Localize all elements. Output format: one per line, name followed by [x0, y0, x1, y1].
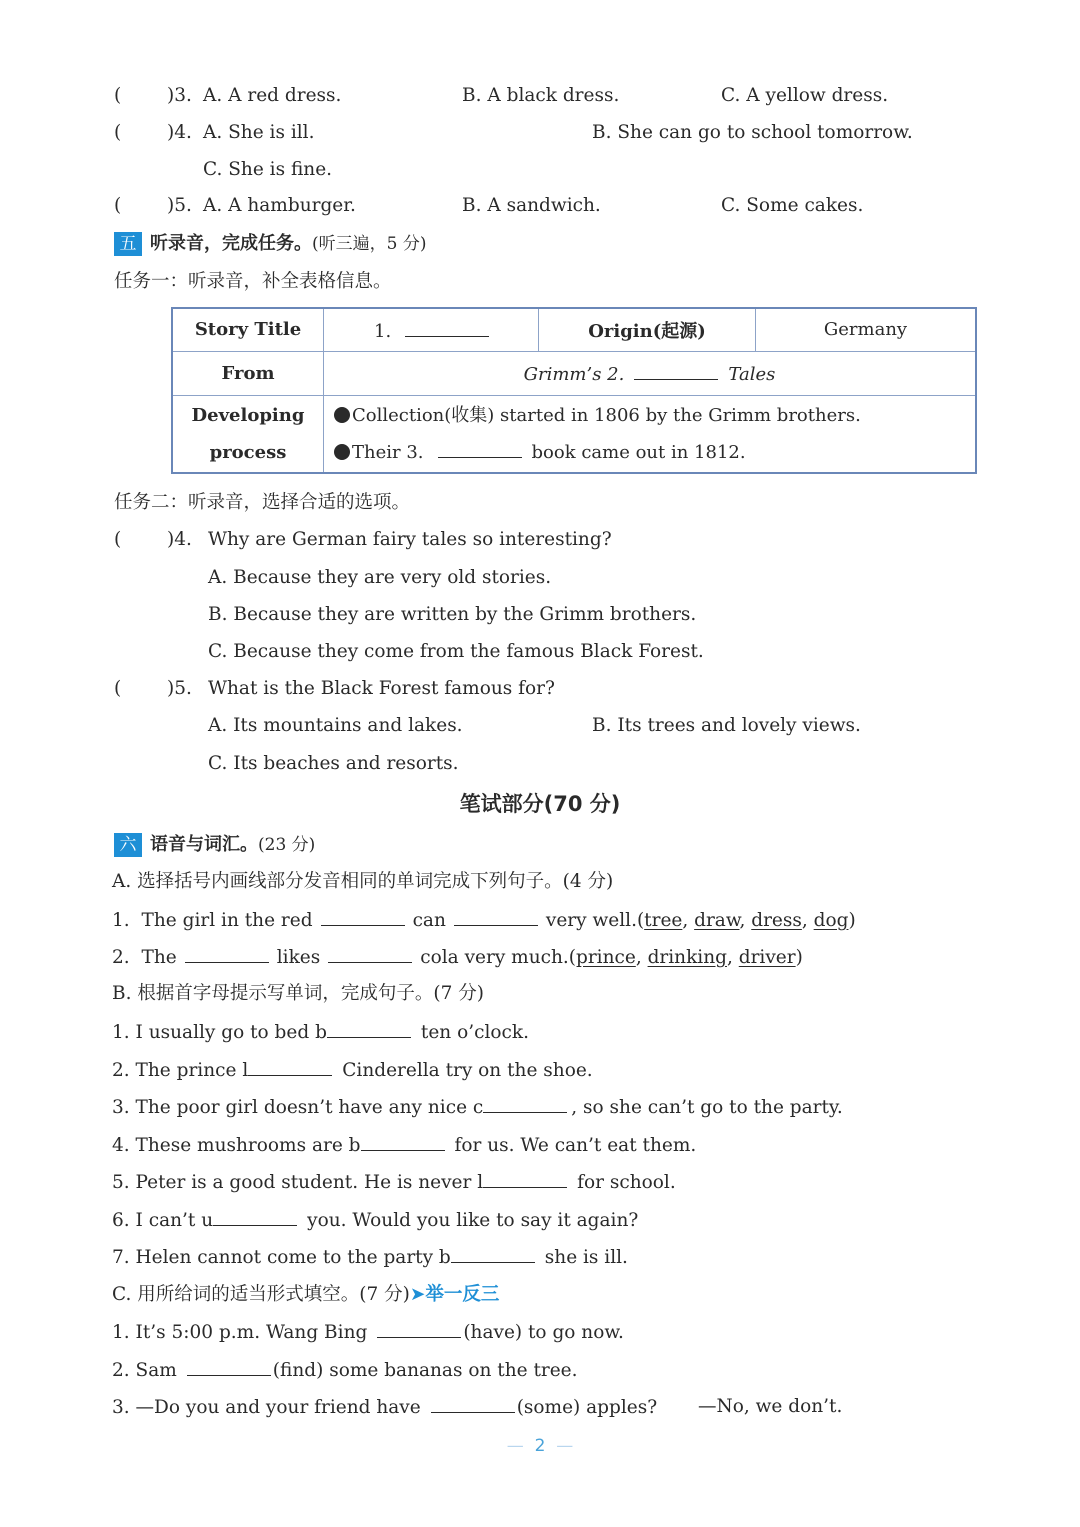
- blank-number: 1.: [374, 320, 392, 342]
- option-a: A. A hamburger.: [203, 195, 356, 216]
- blank[interactable]: [483, 1169, 567, 1188]
- blank-2[interactable]: [634, 361, 718, 380]
- text: very well.(: [545, 910, 645, 931]
- part-b-sentence-5: [112, 1169, 676, 1195]
- section-note: (23 分): [258, 835, 316, 855]
- task2-q4-option-c: C. Because they come from the famous Black Forest.: [208, 641, 704, 662]
- close-paren: ): [848, 910, 856, 931]
- developing-process-label: [172, 395, 324, 473]
- origin-label: Origin(起源): [539, 308, 756, 351]
- item-number: 2.: [112, 947, 130, 968]
- part-a-sentence-1: [112, 907, 856, 933]
- dev-line-2: [334, 434, 965, 471]
- question-number: )4.: [167, 529, 192, 550]
- part-c-sentence-2: [112, 1357, 578, 1383]
- option-b: B. A sandwich.: [462, 195, 601, 216]
- blank[interactable]: [454, 907, 538, 926]
- question-number: )4.: [167, 122, 192, 143]
- blank[interactable]: [187, 1357, 271, 1376]
- text: cola very much.(: [420, 947, 576, 968]
- word-choice: dress: [751, 910, 802, 931]
- dev-line-2-prefix: Their 3.: [352, 441, 424, 463]
- text: (some) apples?: [516, 1397, 658, 1418]
- blank[interactable]: [451, 1244, 535, 1263]
- part-a-sentence-2: [112, 944, 803, 970]
- close-paren: ): [795, 947, 803, 968]
- option-c: C. Some cakes.: [721, 195, 864, 216]
- task2-q4-option-a: A. Because they are very old stories.: [208, 567, 552, 588]
- part-b-sentence-7: [112, 1244, 628, 1270]
- origin-value: Germany: [756, 308, 977, 351]
- blank[interactable]: [361, 1132, 445, 1151]
- text: The: [141, 947, 177, 968]
- section-title: 听录音，完成任务。: [150, 233, 312, 254]
- option-a: A. She is ill.: [203, 122, 315, 143]
- text: , so she can’t go to the party.: [571, 1097, 843, 1118]
- separator: ,: [739, 910, 752, 931]
- option-b: B. Its trees and lovely views.: [592, 715, 861, 736]
- text: 7. Helen cannot come to the party b: [112, 1247, 451, 1268]
- text: likes: [276, 947, 321, 968]
- blank[interactable]: [185, 944, 269, 963]
- from-prefix: Grimm’s 2.: [523, 364, 625, 385]
- story-title-cell: [324, 308, 539, 351]
- option-c: C. A yellow dress.: [721, 85, 889, 106]
- blank-1[interactable]: [405, 318, 489, 337]
- separator: ,: [682, 910, 695, 931]
- story-title-label: Story Title: [172, 308, 324, 351]
- blank[interactable]: [483, 1094, 567, 1113]
- section-title: 语音与词汇。: [150, 834, 258, 855]
- bullet-icon: [334, 444, 350, 460]
- task2-q5-option-c: C. Its beaches and resorts.: [208, 753, 459, 774]
- text: you. Would you like to say it again?: [307, 1210, 639, 1231]
- part-b-sentence-2: [112, 1057, 593, 1083]
- blank[interactable]: [328, 944, 412, 963]
- blank[interactable]: [248, 1057, 332, 1076]
- story-info-table: [171, 307, 977, 474]
- option-c: C. She is fine.: [203, 159, 333, 180]
- option-a: A. A red dress.: [203, 85, 342, 106]
- bullet-icon: [334, 407, 350, 423]
- section-6-heading: [114, 832, 315, 858]
- dev-line-1-text: Collection(收集) started in 1806 by the Grimm brothers.: [352, 404, 861, 426]
- section-badge: 五: [114, 232, 142, 256]
- text: The girl in the red: [141, 910, 313, 931]
- separator: ,: [635, 947, 648, 968]
- option-b: B. A black dress.: [462, 85, 620, 106]
- from-cell: [324, 351, 977, 395]
- text: 2. The prince l: [112, 1060, 249, 1081]
- text: she is ill.: [544, 1247, 628, 1268]
- dev-line-2-suffix: book came out in 1812.: [531, 441, 746, 463]
- dev-line-1: [334, 397, 965, 434]
- section-badge: 六: [114, 833, 142, 857]
- page-number-text: 2: [534, 1436, 546, 1456]
- answer-bracket[interactable]: (: [114, 529, 122, 550]
- blank-3[interactable]: [438, 439, 522, 458]
- blank[interactable]: [213, 1207, 297, 1226]
- part-b-sentence-1: [112, 1019, 529, 1045]
- separator: ,: [801, 910, 814, 931]
- task-2-instruction: 任务二：听录音，选择合适的选项。: [114, 492, 411, 513]
- text: 1. I usually go to bed b: [112, 1022, 327, 1043]
- question-number: )3.: [167, 85, 192, 106]
- word-choice: draw: [694, 910, 740, 931]
- dialogue-answer: —No, we don’t.: [698, 1396, 843, 1417]
- separator: ,: [726, 947, 739, 968]
- task2-q4-option-b: B. Because they are written by the Grimm brothers.: [208, 604, 697, 625]
- answer-bracket[interactable]: (: [114, 678, 122, 699]
- question-number: )5.: [167, 195, 192, 216]
- answer-bracket[interactable]: (: [114, 195, 122, 216]
- text: (find) some bananas on the tree.: [272, 1360, 578, 1381]
- task-1-instruction: 任务一：听录音，补全表格信息。: [114, 271, 392, 292]
- answer-bracket[interactable]: (: [114, 122, 122, 143]
- dev-label-line-2: process: [209, 441, 287, 463]
- dev-label-line-1: Developing: [191, 404, 305, 426]
- option-b: B. She can go to school tomorrow.: [592, 122, 913, 143]
- blank[interactable]: [321, 907, 405, 926]
- word-choice: tree: [644, 910, 683, 931]
- word-choice: driver: [738, 947, 796, 968]
- word-choice: dog: [813, 910, 849, 931]
- text: 4. These mushrooms are b: [112, 1135, 361, 1156]
- text: ten o’clock.: [420, 1022, 529, 1043]
- question-stem: Why are German fairy tales so interesting?: [208, 529, 612, 550]
- text: 5. Peter is a good student. He is never l: [112, 1172, 484, 1193]
- part-b-sentence-6: [112, 1207, 638, 1233]
- word-choice: prince: [575, 947, 636, 968]
- text: for school.: [577, 1172, 676, 1193]
- word-choice: drinking: [647, 947, 727, 968]
- option-a: A. Its mountains and lakes.: [208, 715, 463, 736]
- text: 6. I can’t u: [112, 1210, 214, 1231]
- text: (have) to go now.: [463, 1322, 624, 1343]
- written-part-title: 笔试部分(70 分): [459, 792, 621, 816]
- developing-process-cell: [324, 395, 977, 473]
- item-number: 1.: [112, 910, 130, 931]
- page-number: — 2 —: [506, 1436, 574, 1456]
- part-b-sentence-4: [112, 1132, 696, 1158]
- blank[interactable]: [327, 1019, 411, 1038]
- question-number: )5.: [167, 678, 192, 699]
- part-a-instruction: A. 选择括号内画线部分发音相同的单词完成下列句子。(4 分): [112, 871, 614, 892]
- part-c-sentence-1: [112, 1319, 624, 1345]
- blank[interactable]: [377, 1319, 461, 1338]
- answer-bracket[interactable]: (: [114, 85, 122, 106]
- section-note: (听三遍，5 分): [312, 234, 427, 254]
- part-b-instruction: B. 根据首字母提示写单词，完成句子。(7 分): [112, 983, 484, 1004]
- part-b-sentence-3: [112, 1094, 843, 1120]
- from-suffix: Tales: [728, 364, 776, 385]
- blank[interactable]: [431, 1394, 515, 1413]
- text: 1. It’s 5:00 p.m. Wang Bing: [112, 1322, 368, 1343]
- from-label: From: [172, 351, 324, 395]
- text: 3. —Do you and your friend have: [112, 1397, 421, 1418]
- question-stem: What is the Black Forest famous for?: [208, 678, 555, 699]
- part-c-sentence-3: [112, 1394, 843, 1420]
- text: for us. We can’t eat them.: [454, 1135, 697, 1156]
- instruction-text: C. 用所给词的适当形式填空。(7 分): [112, 1284, 410, 1305]
- practice-tag[interactable]: ➤举一反三: [409, 1284, 500, 1305]
- text: can: [412, 910, 446, 931]
- text: 3. The poor girl doesn’t have any nice c: [112, 1097, 484, 1118]
- text: 2. Sam: [112, 1360, 177, 1381]
- text: Cinderella try on the shoe.: [342, 1060, 593, 1081]
- section-5-heading: [114, 231, 426, 257]
- part-c-instruction: [112, 1282, 499, 1308]
